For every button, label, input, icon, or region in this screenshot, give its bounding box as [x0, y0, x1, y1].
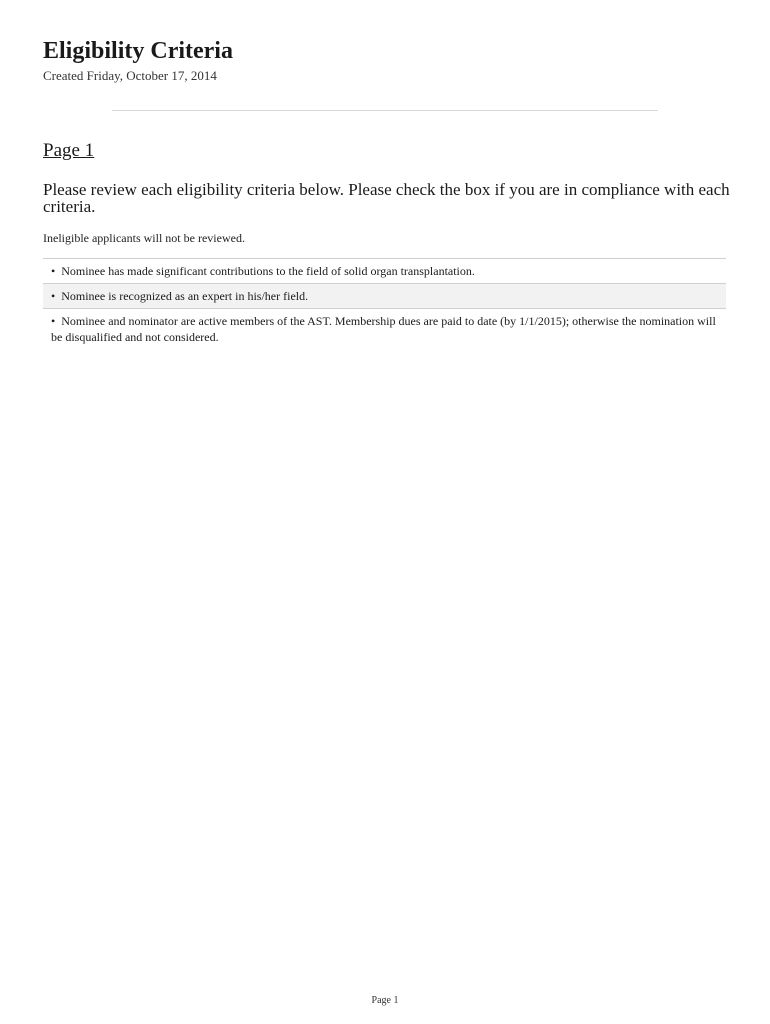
header-divider	[112, 110, 658, 111]
criteria-item	[43, 284, 726, 309]
bullet-icon: •	[51, 289, 56, 303]
created-date: Created Friday, October 17, 2014	[43, 68, 217, 83]
note-text: Ineligible applicants will not be reviewed.	[43, 231, 245, 245]
document-title: Eligibility Criteria	[43, 38, 233, 64]
criteria-item-text: Nominee and nominator are active members of the AST. Membership dues are paid to date (by 1/1/2015); otherwise the nomination will be disqualified and not considered.	[51, 314, 716, 344]
question-text: Please review each eligibility criteria below. Please check the box if you are in compliance with each criteria.	[43, 180, 730, 216]
footer-page-number: Page 1	[371, 995, 399, 1006]
criteria-item-text: Nominee has made significant contributions to the field of solid organ transplantation.	[61, 264, 475, 278]
bullet-icon: •	[51, 264, 56, 278]
bullet-icon: •	[51, 314, 56, 328]
criteria-item-text: Nominee is recognized as an expert in his/her field.	[61, 289, 309, 303]
criteria-item	[43, 259, 726, 284]
page-heading: Page 1	[43, 140, 95, 161]
criteria-item	[43, 309, 726, 349]
criteria-list	[43, 258, 726, 349]
